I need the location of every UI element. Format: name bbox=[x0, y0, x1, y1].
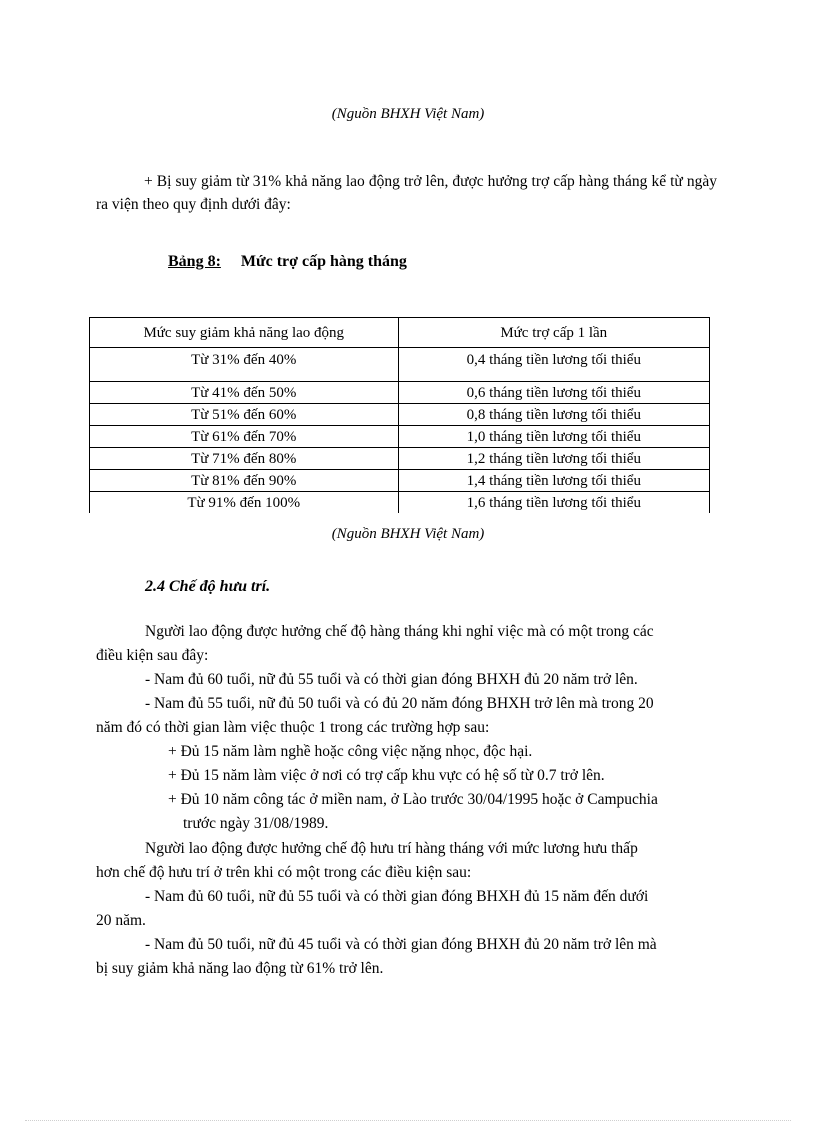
condition-line: - Nam đủ 55 tuổi, nữ đủ 50 tuổi và có đủ 20 năm đóng BHXH trở lên mà trong 20 bbox=[145, 695, 654, 712]
table-row bbox=[90, 348, 710, 382]
paragraph-line: điều kiện sau đây: bbox=[96, 647, 209, 664]
table-title: Mức trợ cấp hàng tháng bbox=[240, 253, 407, 270]
paragraph-line: hơn chế độ hưu trí ở trên khi có một trong các điều kiện sau: bbox=[96, 864, 472, 881]
condition-line: bị suy giảm khả năng lao động từ 61% trở lên. bbox=[96, 960, 384, 977]
condition-line: - Nam đủ 60 tuổi, nữ đủ 55 tuổi và có thời gian đóng BHXH đủ 20 năm trở lên. bbox=[145, 671, 638, 688]
table-cell: Từ 61% đến 70% bbox=[90, 426, 399, 448]
table-cell: 1,6 tháng tiền lương tối thiểu bbox=[398, 492, 710, 514]
table-row bbox=[90, 382, 710, 404]
paragraph-line: Người lao động được hưởng chế độ hàng tháng khi nghỉ việc mà có một trong các bbox=[145, 623, 654, 640]
sub-condition-line: + Đủ 15 năm làm việc ở nơi có trợ cấp khu vực có hệ số từ 0.7 trở lên. bbox=[168, 767, 605, 784]
table-header-cell: Mức suy giảm khả năng lao động bbox=[90, 318, 399, 348]
condition-line: năm đó có thời gian làm việc thuộc 1 trong các trường hợp sau: bbox=[96, 719, 490, 736]
paragraph-line: Người lao động được hưởng chế độ hưu trí hàng tháng với mức lương hưu thấp bbox=[145, 840, 638, 857]
table-cell: 0,8 tháng tiền lương tối thiểu bbox=[398, 404, 710, 426]
table-cell: Từ 71% đến 80% bbox=[90, 448, 399, 470]
sub-condition-line: + Đủ 15 năm làm nghề hoặc công việc nặng nhọc, độc hại. bbox=[168, 743, 533, 760]
table-row bbox=[90, 492, 710, 514]
table-cell: Từ 91% đến 100% bbox=[90, 492, 399, 514]
source-note-bottom: (Nguồn BHXH Việt Nam) bbox=[331, 526, 485, 542]
table-label: Bảng 8: bbox=[168, 253, 221, 270]
table-row bbox=[90, 448, 710, 470]
table-cell: Từ 41% đến 50% bbox=[90, 382, 399, 404]
source-note-top: (Nguồn BHXH Việt Nam) bbox=[331, 106, 485, 122]
section-heading: 2.4 Chế độ hưu trí. bbox=[145, 578, 271, 595]
table-cell: 0,4 tháng tiền lương tối thiểu bbox=[398, 348, 710, 382]
table-caption bbox=[168, 253, 407, 271]
condition-line: - Nam đủ 60 tuổi, nữ đủ 55 tuổi và có thời gian đóng BHXH đủ 15 năm đến dưới bbox=[145, 888, 649, 905]
table-header-cell: Mức trợ cấp 1 lần bbox=[398, 318, 710, 348]
table-header-row bbox=[90, 318, 710, 348]
table-row bbox=[90, 404, 710, 426]
table-cell: 1,4 tháng tiền lương tối thiểu bbox=[398, 470, 710, 492]
table-cell: 0,6 tháng tiền lương tối thiểu bbox=[398, 382, 710, 404]
table-cell: 1,2 tháng tiền lương tối thiểu bbox=[398, 448, 710, 470]
table-cell: 1,0 tháng tiền lương tối thiểu bbox=[398, 426, 710, 448]
page-edge-divider bbox=[25, 1120, 791, 1121]
table-cell: Từ 81% đến 90% bbox=[90, 470, 399, 492]
table-cell: Từ 51% đến 60% bbox=[90, 404, 399, 426]
table-cell: Từ 31% đến 40% bbox=[90, 348, 399, 382]
table-row bbox=[90, 470, 710, 492]
sub-condition-line: trước ngày 31/08/1989. bbox=[183, 815, 329, 832]
sub-condition-line: + Đủ 10 năm công tác ở miền nam, ở Lào trước 30/04/1995 hoặc ở Campuchia bbox=[168, 791, 658, 808]
condition-line: - Nam đủ 50 tuổi, nữ đủ 45 tuổi và có thời gian đóng BHXH đủ 20 năm trở lên mà bbox=[145, 936, 657, 953]
intro-paragraph: + Bị suy giảm từ 31% khả năng lao động trở lên, được hưởng trợ cấp hàng tháng kể từ ngày ra viện theo quy định dưới đây: bbox=[96, 173, 717, 213]
allowance-table bbox=[89, 317, 710, 513]
table-row bbox=[90, 426, 710, 448]
condition-line: 20 năm. bbox=[96, 912, 146, 929]
